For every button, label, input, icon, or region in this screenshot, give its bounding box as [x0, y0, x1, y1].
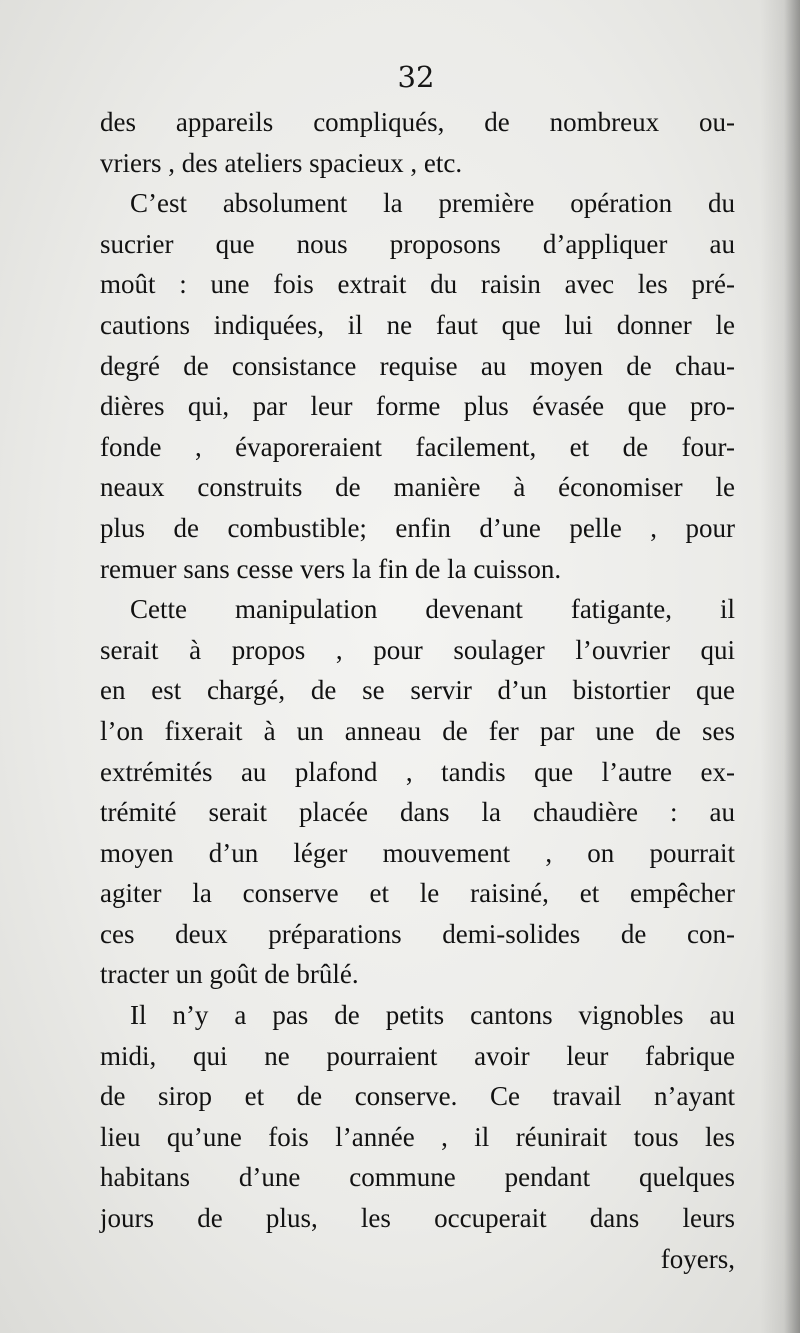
text-line: Cette manipulation devenant fatigante, il: [130, 594, 735, 625]
text-line: plus de combustible; enfin d’une pelle , pour: [100, 512, 735, 543]
text-line: jours de plus, les occuperait dans leurs: [100, 1203, 735, 1234]
text-line: extrémités au plafond , tandis que l’autre ex-: [100, 756, 735, 787]
text-line: Il n’y a pas de petits cantons vignobles au: [130, 1000, 735, 1031]
text-line: habitans d’une commune pendant quelques: [100, 1162, 735, 1193]
text-line: serait à propos , pour soulager l’ouvrier qui: [100, 634, 735, 665]
text-line: des appareils compliqués, de nombreux ou-: [100, 107, 735, 137]
text-line: degré de consistance requise au moyen de chau-: [100, 350, 735, 381]
text-line: foyers,: [660, 1243, 735, 1274]
text-line: moyen d’un léger mouvement , on pourrait: [100, 837, 735, 868]
text-line: lieu qu’une fois l’année , il réunirait tous les: [100, 1121, 735, 1152]
text-line: en est chargé, de se servir d’un bistortier que: [100, 675, 735, 706]
text-line: ces deux préparations demi-solides de con-: [100, 918, 735, 949]
text-line: midi, qui ne pourraient avoir leur fabrique: [100, 1040, 735, 1071]
text-line: dières qui, par leur forme plus évasée que pro-: [100, 391, 735, 422]
text-line: C’est absolument la première opération du: [130, 188, 735, 219]
text-line: vriers , des ateliers spacieux , etc.: [100, 147, 463, 178]
text-line: tracter un goût de brûlé.: [100, 959, 359, 990]
text-line: l’on fixerait à un anneau de fer par une de ses: [100, 715, 735, 746]
text-line: remuer sans cesse vers la fin de la cuisson.: [100, 553, 562, 584]
text-line: neaux construits de manière à économiser le: [100, 472, 735, 503]
text-line: de sirop et de conserve. Ce travail n’ayant: [100, 1081, 735, 1112]
text-line: cautions indiquées, il ne faut que lui donner le: [100, 309, 735, 340]
page-edge-shadow: [760, 0, 800, 1333]
body-text: [100, 102, 735, 1279]
text-line: trémité serait placée dans la chaudière : au: [100, 797, 735, 828]
text-line: sucrier que nous proposons d’appliquer au: [100, 228, 735, 259]
page-number: 32: [397, 60, 435, 94]
text-line: moût : une fois extrait du raisin avec les pré-: [100, 269, 735, 300]
text-line: agiter la conserve et le raisiné, et empêcher: [100, 878, 735, 909]
text-line: fonde , évaporeraient facilement, et de four-: [100, 431, 735, 462]
